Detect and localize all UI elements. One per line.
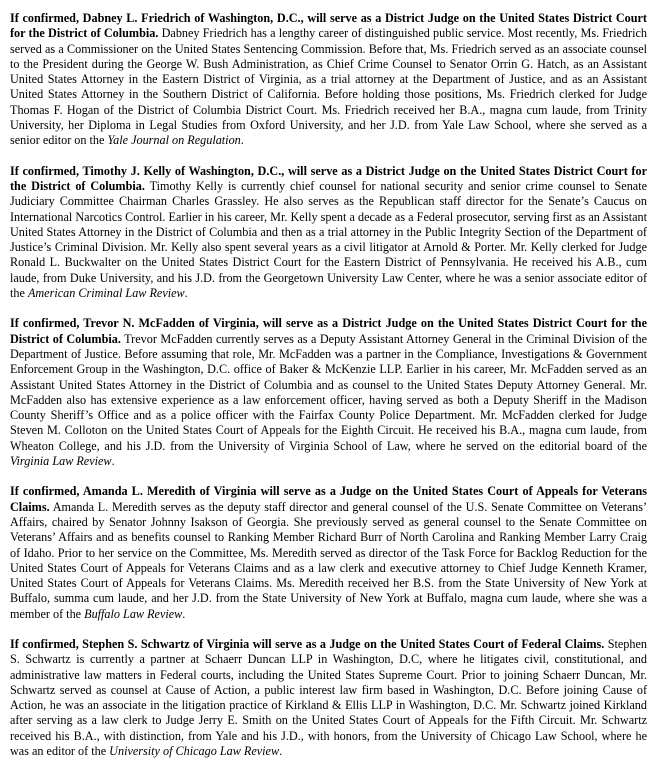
sentence-end: . [240,133,244,148]
publication-title: University of Chicago Law Review [109,744,280,759]
nominations-document [10,11,647,759]
publication-title: Virginia Law Review [10,454,112,469]
nominee-paragraph-schwartz [10,637,647,759]
nominee-biography: Timothy Kelly is currently chief counsel for national security and senior crime counsel to Senate Judiciary Committee Chairman Charles Grassley. He also serves as the Republican staff director for the Senate’s Caucus on International Narcotics Control. Earlier in his career, Mr. Kelly spent a decade as a Federal prosecutor, serving first as an Assistant United States Attorney in the District of Columbia and then as a trial attorney in the Public Integrity Section of the Department of Justice’s Criminal Division. Mr. Kelly also spent several years as a civil litigator at Arnold & Porter. Mr. Kelly clerked for Judge Ronald L. Buckwalter on the United States District Court for the Eastern District of Pennsylvania. He received his A.B., cum laude, from Duke University, and his J.D. from the Georgetown University Law Center, where he was a senior associate editor of the [10,178,648,301]
nominee-biography: Stephen S. Schwartz is currently a partner at Schaerr Duncan LLP in Washington, D.C, where he litigates civil, constitutional, and administrative law matters in Federal courts, including the United States Supreme Court. Prior to joining Schaerr Duncan, Mr. Schwartz served as counsel at Cause of Action, a public interest law firm based in Washington, D.C. Before joining Cause of Action, he was an associate in the litigation practice of Kirkland & Ellis LLP in Washington, D.C. Mr. Schwartz joined Kirkland after serving as a law clerk to Judge Jerry E. Smith on the United States Court of Appeals for the Fifth Circuit. Mr. Schwartz received his B.A., with distinction, from Yale and his J.D., with honors, from the University of Chicago Law School, where he was an editor of the [10,636,647,759]
nominee-biography: Amanda L. Meredith serves as the deputy staff director and general counsel of the U.S. Senate Committee on Veterans’ Affairs, chaired by Senator Johnny Isakson of Georgia. She previously served as general counsel to the Senate Committee on Veterans’ Affairs and as benefits counsel to Ranking Member Richard Burr of North Carolina and Ranking Member Larry Craig of Idaho. Prior to her service on the Committee, Ms. Meredith served as director of the Task Force for Backlog Reduction for the United States Court of Appeals for Veterans Claims and as a law clerk and executive attorney to Chief Judge Kenneth Kramer, United States Court of Appeals for Veterans Claims. Ms. Meredith received her B.S. from the State University of New York at Buffalo, summa cum laude, and her J.D. from the State University of New York at Buffalo, magna cum laude, where she was a member of the [10,499,647,621]
sentence-end: . [184,286,188,301]
nominee-paragraph-kelly [10,164,647,302]
nominee-paragraph-mcfadden [10,316,647,469]
nominee-heading: If confirmed, Dabney L. Friedrich of Washington, D.C., will serve as a District Judge on the United States District Court for the District of Columbia. [10,11,647,41]
nominee-biography: Trevor McFadden currently serves as a Deputy Assistant Attorney General in the Criminal Division of the Department of Justice. Before assuming that role, Mr. McFadden was a partner in the Compliance, Investigations & Government Enforcement Group in the Washington, D.C. office of Baker & McKenzie LLP. Earlier in his career, Mr. McFadden served as an Assistant United States Attorney in the District of Columbia and as counsel to the United States Deputy Attorney General. Mr. McFadden also has extensive experience as a law enforcement officer, having served as both a Deputy Sheriff in the Madison County Sheriff’s Office and as a police officer with the Fairfax County Police Department. Mr. McFadden clerked for Judge Steven M. Colloton on the United States Court of Appeals for the Eighth Circuit. He received his B.A., magna cum laude, from Wheaton College, and his J.D. from the University of Virginia School of Law, where he served on the editorial board of the [10,331,648,453]
publication-title: Buffalo Law Review [84,606,183,621]
sentence-end: . [182,606,186,621]
nominee-paragraph-friedrich [10,11,647,149]
nominee-paragraph-meredith [10,484,647,622]
publication-title: Yale Journal on Regulation [107,133,241,148]
nominee-heading: If confirmed, Trevor N. McFadden of Virginia, will serve as a District Judge on the United States District Court for the District of Columbia. [10,316,647,346]
sentence-end: . [279,744,283,759]
publication-title: American Criminal Law Review [27,286,185,301]
sentence-end: . [111,454,115,469]
nominee-heading: If confirmed, Stephen S. Schwartz of Virginia will serve as a Judge on the United States Court of Federal Claims. [10,636,605,651]
nominee-heading: If confirmed, Timothy J. Kelly of Washington, D.C., will serve as a District Judge on the United States District Court for the District of Columbia. [10,163,647,193]
nominee-heading: If confirmed, Amanda L. Meredith of Virginia will serve as a Judge on the United States Court of Appeals for Veterans Claims. [10,484,647,514]
nominee-biography: Dabney Friedrich has a lengthy career of distinguished public service. Most recently, Ms. Friedrich served as a Commissioner on the United States Sentencing Commission. Before that, Ms. Friedrich served as an associate counsel to the President during the George W. Bush Administration, as Chief Crime Counsel to Senator Orrin G. Hatch, as an Assistant United States Attorney in the Eastern District of Virginia, as a trial attorney at the Department of Justice, and as an Assistant United States Attorney in the Southern District of California. Before holding those positions, Ms. Friedrich clerked for Judge Thomas F. Hogan of the District of Columbia District Court. Ms. Friedrich received her B.A., magna cum laude, from Trinity University, her Diploma in Legal Studies from Oxford University, and her J.D. from Yale Law School, where she served as a senior editor on the [10,26,648,148]
